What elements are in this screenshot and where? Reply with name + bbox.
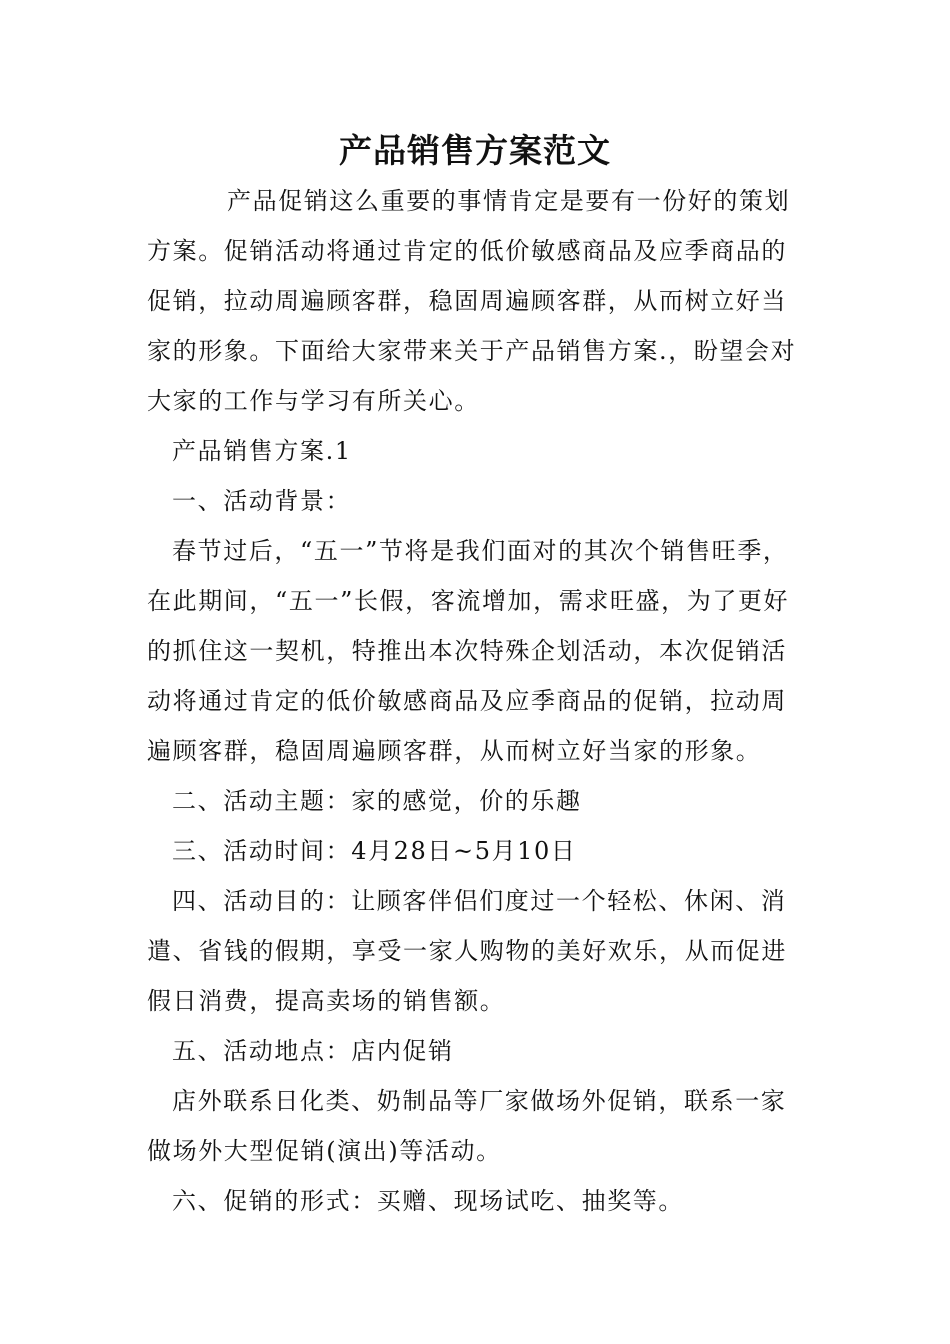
section-heading-plan-1: 产品销售方案.1 (172, 437, 352, 465)
activity-purpose: 四、活动目的：让顾客伴侣们度过一个轻松、休闲、消遣、省钱的假期，享受一家人购物的美好欢乐，从而促进假日消费，提高卖场的销售额。 (147, 887, 787, 1015)
promotion-forms: 六、促销的形式：买赠、现场试吃、抽奖等。 (172, 1187, 684, 1215)
activity-time: 三、活动时间：4月28日~5月10日 (172, 837, 577, 865)
document-title: 产品销售方案范文 (339, 131, 611, 170)
intro-paragraph: 产品促销这么重要的事情肯定是要有一份好的策划方案。促销活动将通过肯定的低价敏感商品及应季商品的促销，拉动周遍顾客群，稳固周遍顾客群，从而树立好当家的形象。下面给大家带来关于产品销售方案.，盼望会对大家的工作与学习有所关心。 (147, 187, 797, 415)
section-heading-background: 一、活动背景： (172, 487, 352, 515)
background-paragraph: 春节过后，“五一”节将是我们面对的其次个销售旺季，在此期间，“五一”长假，客流增加，需求旺盛，为了更好的抓住这一契机，特推出本次特殊企划活动，本次促销活动将通过肯定的低价敏感商品及应季商品的促销，拉动周遍顾客群，稳固周遍顾客群，从而树立好当家的形象。 (147, 537, 790, 765)
document-body (147, 176, 807, 1226)
outdoor-promotion-paragraph: 店外联系日化类、奶制品等厂家做场外促销，联系一家做场外大型促销(演出)等活动。 (147, 1087, 787, 1165)
activity-location: 五、活动地点：店内促销 (172, 1037, 454, 1065)
activity-theme: 二、活动主题：家的感觉，价的乐趣 (172, 787, 582, 815)
